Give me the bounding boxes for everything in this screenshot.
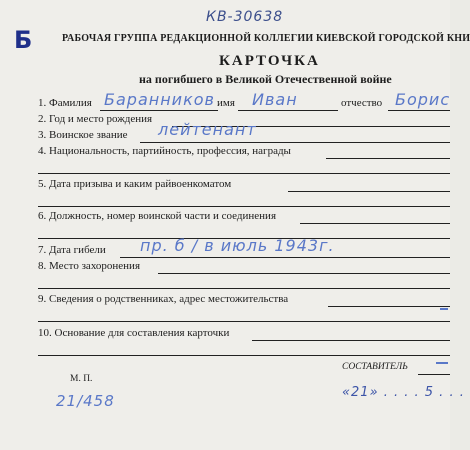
basis-label: 10. Основание для составления карточки: [38, 327, 230, 339]
archive-number: КВ-30638: [206, 9, 284, 25]
stamp-number: 21/458: [56, 392, 115, 410]
burial-label: 8. Место захоронения: [38, 260, 140, 272]
surname-value: Баранников: [104, 90, 215, 109]
burial-line-2: [38, 288, 450, 289]
death-date-value: пр. б / в июль 1943г.: [140, 236, 335, 255]
patronymic-line: [388, 110, 450, 111]
relatives-label: 9. Сведения о родственниках, адрес местожительства: [38, 293, 289, 305]
compile-date: «21» . . . . 5 . . .: [342, 385, 465, 400]
conscription-line-2: [38, 206, 450, 207]
pen-stroke-mark-2: [436, 362, 448, 364]
basis-line-1: [252, 340, 450, 341]
letter-mark: Б: [14, 26, 34, 54]
compiler-line: [418, 374, 450, 375]
relatives-line-2: [38, 321, 450, 322]
mp-label: М. П.: [70, 374, 93, 384]
death-date-label: 7. Дата гибели: [38, 244, 106, 256]
conscription-line-1: [288, 191, 450, 192]
card-title: КАРТОЧКА: [219, 53, 320, 69]
patronymic-value: Борис: [395, 90, 451, 109]
pen-stroke-mark: [440, 308, 448, 310]
header-organization: РАБОЧАЯ ГРУППА РЕДАКЦИОННОЙ КОЛЛЕГИИ КИЕВСКОЙ ГОРОДСКОЙ КНИ: [62, 33, 470, 44]
patronymic-label: отчество: [341, 97, 383, 109]
position-line-1: [300, 223, 450, 224]
rank-label: 3. Воинское звание: [38, 129, 128, 141]
birth-label: 2. Год и место рождения: [38, 113, 153, 125]
name-value: Иван: [252, 90, 298, 109]
card-subtitle: на погибшего в Великой Отечественной войне: [139, 72, 392, 86]
conscription-label: 5. Дата призыва и каким райвоенкоматом: [38, 178, 232, 190]
burial-line-1: [158, 273, 450, 274]
nationality-line-1: [326, 158, 450, 159]
nationality-label: 4. Национальность, партийность, профессия, награды: [38, 145, 291, 157]
nationality-line-2: [38, 173, 450, 174]
surname-line: [100, 110, 218, 111]
compiler-label: СОСТАВИТЕЛЬ: [342, 362, 408, 372]
name-line: [238, 110, 338, 111]
rank-value: лейтенант: [158, 120, 257, 139]
rank-line: [140, 142, 450, 143]
basis-line-2: [38, 355, 450, 356]
surname-label: 1. Фамилия: [38, 97, 92, 109]
position-label: 6. Должность, номер воинской части и соединения: [38, 210, 276, 222]
death-date-line: [120, 257, 450, 258]
name-label: имя: [217, 97, 235, 109]
relatives-line-1: [328, 306, 450, 307]
